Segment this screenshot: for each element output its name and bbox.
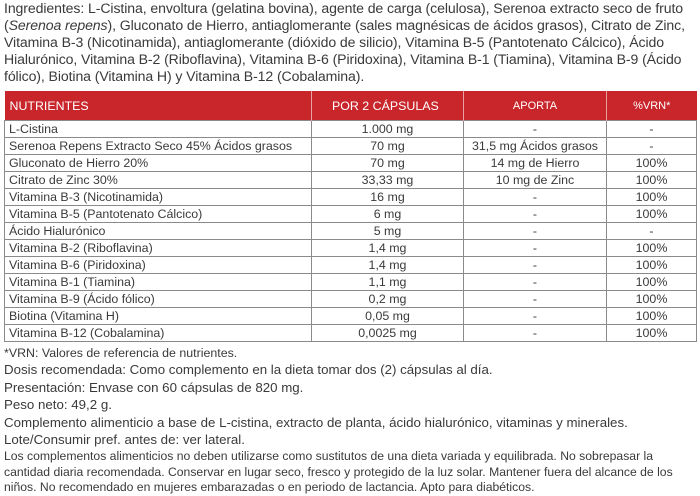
cell-aporta: - <box>464 274 607 291</box>
table-row <box>5 308 697 325</box>
table-row <box>5 240 697 257</box>
cell-nutriente: Vitamina B-9 (Ácido fólico) <box>5 291 312 308</box>
cell-vrn: 100% <box>607 172 697 189</box>
cell-aporta: 14 mg de Hierro <box>464 155 607 172</box>
header-nutrientes: NUTRIENTES <box>5 91 312 121</box>
cell-nutriente: Vitamina B-12 (Cobalamina) <box>5 325 312 342</box>
cell-vrn: - <box>607 223 697 240</box>
cell-vrn: 100% <box>607 206 697 223</box>
dosis-recomendada: Dosis recomendada: Como complemento en la dieta tomar dos (2) cápsulas al día. <box>4 362 493 377</box>
cell-aporta: - <box>464 257 607 274</box>
cell-nutriente: Serenoa Repens Extracto Seco 45% Ácidos grasos <box>5 138 312 155</box>
cell-cantidad: 5 mg <box>312 223 464 240</box>
cell-cantidad: 0,0025 mg <box>312 325 464 342</box>
cell-nutriente: Vitamina B-6 (Piridoxina) <box>5 257 312 274</box>
cell-nutriente: Gluconato de Hierro 20% <box>5 155 312 172</box>
table-row <box>5 223 697 240</box>
cell-aporta: - <box>464 189 607 206</box>
cell-cantidad: 1,4 mg <box>312 257 464 274</box>
ingredients-text <box>4 0 696 85</box>
cell-nutriente: Vitamina B-3 (Nicotinamida) <box>5 189 312 206</box>
vrn-footnote: *VRN: Valores de referencia de nutrientes. <box>4 346 238 360</box>
cell-aporta: - <box>464 291 607 308</box>
cell-cantidad: 70 mg <box>312 155 464 172</box>
cell-aporta: - <box>464 206 607 223</box>
ingredients-italic-name: Serenoa repens <box>8 17 108 33</box>
cell-nutriente: Biotina (Vitamina H) <box>5 308 312 325</box>
header-vrn: %VRN* <box>607 91 697 121</box>
peso-neto: Peso neto: 49,2 g. <box>4 397 112 413</box>
cell-aporta: - <box>464 121 607 138</box>
table-row <box>5 172 697 189</box>
cell-cantidad: 1,1 mg <box>312 274 464 291</box>
cell-cantidad: 0,05 mg <box>312 308 464 325</box>
cell-nutriente: Citrato de Zinc 30% <box>5 172 312 189</box>
cell-aporta: 31,5 mg Ácidos grasos <box>464 138 607 155</box>
table-row <box>5 291 697 308</box>
cell-cantidad: 1,4 mg <box>312 240 464 257</box>
cell-vrn: 100% <box>607 308 697 325</box>
cell-nutriente: Vitamina B-5 (Pantotenato Cálcico) <box>5 206 312 223</box>
cell-vrn: 100% <box>607 189 697 206</box>
table-row <box>5 257 697 274</box>
table-row <box>5 189 697 206</box>
cell-aporta: - <box>464 223 607 240</box>
table-row <box>5 325 697 342</box>
cell-aporta: - <box>464 308 607 325</box>
ingredients-part1: Ingredientes: L-Cistina, envoltura (gelatina bovina), agente de carga (celulosa), Serenoa extracto seco de fruto ( <box>4 0 684 33</box>
cell-aporta: - <box>464 325 607 342</box>
table-row <box>5 206 697 223</box>
table-row <box>5 121 697 138</box>
cell-nutriente: Ácido Hialurónico <box>5 223 312 240</box>
cell-vrn: 100% <box>607 257 697 274</box>
lote-info: Lote/Consumir pref. antes de: ver lateral. <box>4 432 245 448</box>
advertencia-text: Los complementos alimenticios no deben utilizarse como sustitutos de una dieta variada y equilibrada. No sobrepasar la cantidad diaria recomendada. Conservar en lugar seco, fresco y protegido de la luz solar. Mantener fuera del alcance de los niños. No recomendado en mujeres embarazadas o en periodo de lactancia. Apto para diabéticos. <box>4 448 673 495</box>
cell-vrn: 100% <box>607 291 697 308</box>
table-header-row <box>5 91 697 121</box>
cell-aporta: 10 mg de Zinc <box>464 172 607 189</box>
cell-vrn: 100% <box>607 240 697 257</box>
header-por-2-capsulas: POR 2 CÁPSULAS <box>312 91 464 121</box>
ingredients-part2: ), Gluconato de Hierro, antiaglomerante (sales magnésicas de ácidos grasos), Citrato de Zinc, Vitamina B-3 (Nicotinamida), antiaglomerante (dióxido de silicio), Vitamina B-5 (Pantotenato Cálcico), Ácido Hialurónico, Vitamina B-2 (Riboflavina), Vitamina B-6 (Piridoxina), Vitamina B-1 (Tiamina), Vitamina B-9 (Ácido fólico), Biotina (Vitamina H) y Vitamina B-12 (Cobalamina). <box>4 17 685 84</box>
presentacion: Presentación: Envase con 60 cápsulas de 820 mg. <box>4 379 304 395</box>
complemento-descripcion: Complemento alimenticio a base de L-cistina, extracto de planta, ácido hialurónico, vitaminas y minerales. <box>4 414 628 430</box>
cell-nutriente: Vitamina B-2 (Riboflavina) <box>5 240 312 257</box>
cell-cantidad: 16 mg <box>312 189 464 206</box>
table-row <box>5 155 697 172</box>
cell-vrn: 100% <box>607 325 697 342</box>
cell-cantidad: 6 mg <box>312 206 464 223</box>
cell-nutriente: L-Cistina <box>5 121 312 138</box>
header-aporta: APORTA <box>464 91 607 121</box>
cell-cantidad: 1.000 mg <box>312 121 464 138</box>
cell-aporta: - <box>464 240 607 257</box>
cell-cantidad: 33,33 mg <box>312 172 464 189</box>
cell-vrn: - <box>607 121 697 138</box>
cell-vrn: 100% <box>607 274 697 291</box>
cell-cantidad: 70 mg <box>312 138 464 155</box>
table-row <box>5 138 697 155</box>
cell-nutriente: Vitamina B-1 (Tiamina) <box>5 274 312 291</box>
cell-vrn: - <box>607 138 697 155</box>
nutrition-table <box>4 91 697 342</box>
cell-vrn: 100% <box>607 155 697 172</box>
cell-cantidad: 0,2 mg <box>312 291 464 308</box>
table-row <box>5 274 697 291</box>
